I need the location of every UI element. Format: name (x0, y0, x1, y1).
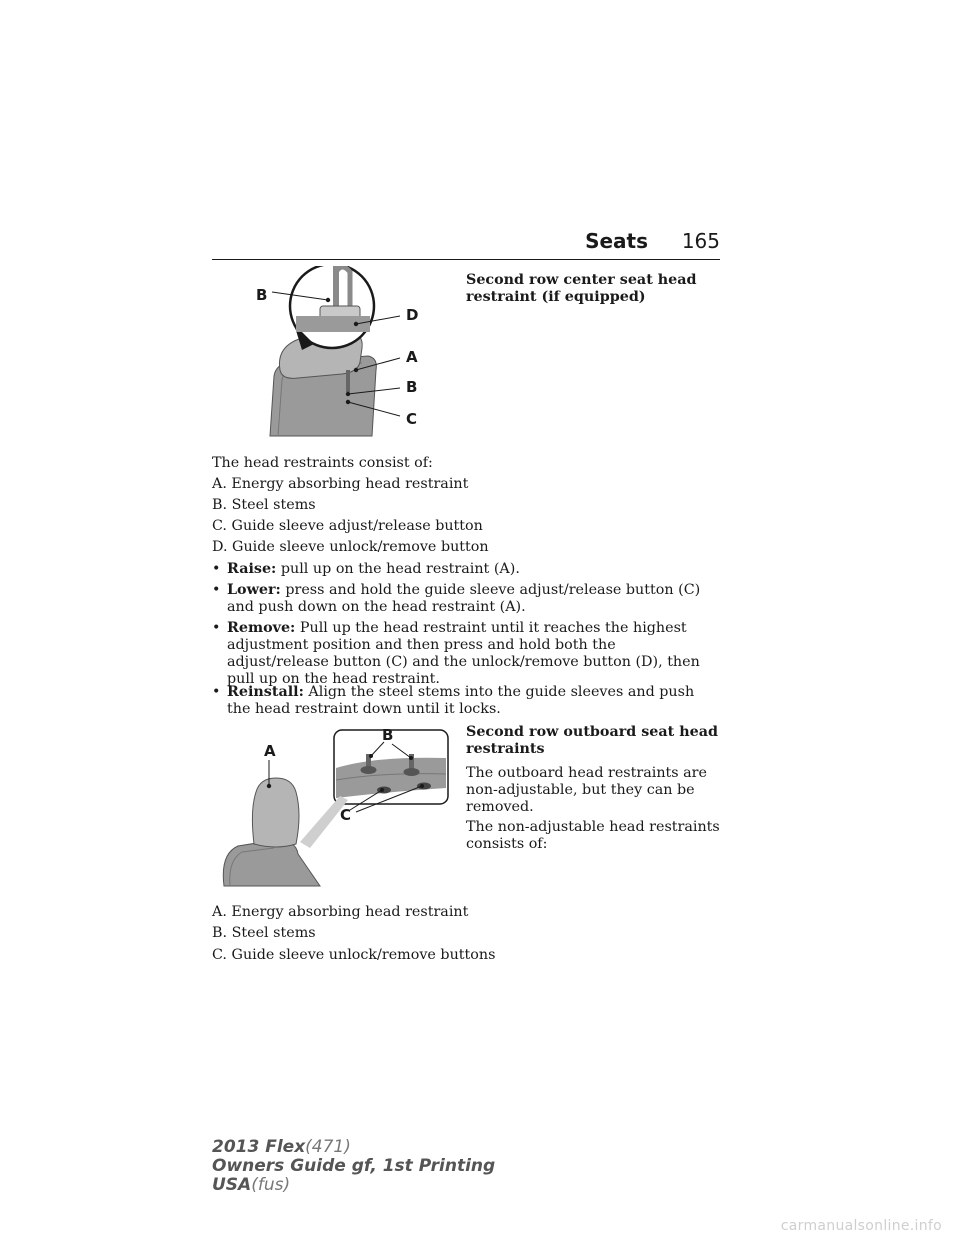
page-header (212, 225, 720, 260)
figure1-label: A (406, 348, 418, 366)
figure2-label: B (382, 728, 394, 744)
outboard-section-heading: Second row outboard seat head restraints (466, 724, 718, 757)
part-item: B. Steel stems (212, 925, 316, 941)
figure1-label: C (406, 410, 418, 428)
outboard-paragraph: The non-adjustable head restraints consists of: (466, 819, 720, 852)
footer-market-code: (fus) (251, 1175, 291, 1195)
outboard-head-restraint-figure (216, 728, 452, 890)
bullet-remove: • Remove: Pull up the head restraint until it reaches the highest adjustment position and then press and hold both the adjust/release button (C) and the unlock/remove button (D), then pull up on the head restraint. (212, 620, 700, 687)
bullet-term: Raise: (227, 561, 277, 577)
center-intro: The head restraints consist of: (212, 455, 433, 471)
watermark: carmanualsonline.info (780, 1218, 942, 1234)
figure1-label: B (256, 286, 268, 304)
bullet-reinstall: • Reinstall: Align the steel stems into the guide sleeves and push the head restraint down until it locks. (212, 684, 695, 717)
footer-guide: Owners Guide gf, 1st Printing (212, 1156, 496, 1176)
footer-model-code: (471) (305, 1137, 351, 1157)
part-item: A. Energy absorbing head restraint (212, 476, 469, 492)
figure2-label: C (340, 806, 352, 824)
bullet-term: Lower: (227, 582, 281, 598)
page-number: 165 (681, 229, 720, 253)
bullet-text: pull up on the head restraint (A). (280, 561, 520, 577)
bullet-raise: • Raise: pull up on the head restraint (A). (212, 561, 520, 577)
bullet-text: press and hold the guide sleeve adjust/release button (C) and push down on the head restraint (A). (227, 582, 701, 615)
center-head-restraint-figure (250, 266, 450, 442)
bullet-term: Remove: (227, 620, 296, 636)
center-section-heading: Second row center seat head restraint (if equipped) (466, 272, 697, 305)
figure1-label: D (406, 306, 419, 324)
footer-market: USA (212, 1175, 252, 1195)
part-item: C. Guide sleeve unlock/remove buttons (212, 947, 496, 963)
part-item: D. Guide sleeve unlock/remove button (212, 539, 489, 555)
footer-model: 2013 Flex (212, 1137, 306, 1157)
part-item: A. Energy absorbing head restraint (212, 904, 469, 920)
outboard-paragraph: The outboard head restraints are non-adjustable, but they can be removed. (466, 765, 707, 815)
figure1-label: B (406, 378, 418, 396)
bullet-text: Pull up the head restraint until it reaches the highest adjustment position and then press and hold both the adjust/release button (C) and the unlock/remove button (D), then pull up on the head restraint. (227, 620, 700, 687)
bullet-term: Reinstall: (227, 684, 304, 700)
bullet-lower: • Lower: press and hold the guide sleeve adjust/release button (C) and push down on the head restraint (A). (212, 582, 701, 615)
bullet-text: Align the steel stems into the guide sleeves and push the head restraint down until it locks. (227, 684, 695, 717)
part-item: B. Steel stems (212, 497, 316, 513)
part-item: C. Guide sleeve adjust/release button (212, 518, 483, 534)
page-footer (212, 1138, 495, 1195)
section-title: Seats (585, 229, 648, 253)
figure2-label: A (264, 742, 276, 760)
